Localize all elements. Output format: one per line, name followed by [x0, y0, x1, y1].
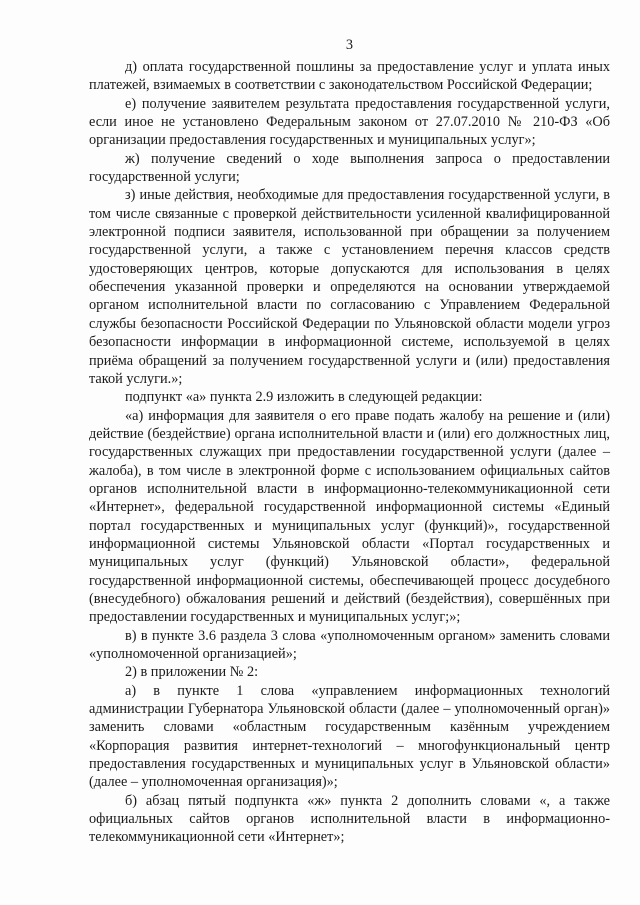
- paragraph-zh-request-status: ж) получение сведений о ходе выполнения запроса о предоставлении государственной услуги;: [89, 150, 610, 186]
- paragraph-z-other-actions: з) иные действия, необходимые для предоставления государственной услуги, в том числе связанные с проверкой действительности усиленной квалифицированной электронной подписи заявителя, использованной при обращении за получением государственной услуги, а также с установлением перечня классов средств удостоверяющих центров, которые допускаются для использования в целях обеспечения указанной проверки и определяются на основании утверждаемой органом исполнительной власти по согласованию с Управлением Федеральной службы безопасности Российской Федерации по Ульяновской области модели угроз безопасности информации в информационной системе, используемой в целях приёма обращений за получением государственной услуги и (или) предоставления такой услуги.»;: [89, 187, 610, 387]
- paragraph-complaint-info: «а) информация для заявителя о его праве подать жалобу на решение и (или) действие (бездействие) органа исполнительной власти и (или) его должностных лиц, государственных служащих при предоставлении государственной услуги (далее – жалоба), в том числе в электронной форме с использованием официальных сайтов органов исполнительной власти в информационно-телекоммуникационной сети «Интернет», федеральной государственной информационной системы «Единый портал государственных и муниципальных услуг (функций)», государственной информационной системы Ульяновской области «Портал государственных и муниципальных услуг (функций) Ульяновской области», федеральной государственной информационной системы, обеспечивающей процесс досудебного (внесудебного) обжалования решений и действий (бездействия), совершённых при предоставлении государственных и муниципальных услуг;»;: [89, 407, 610, 626]
- page-number: 3: [345, 37, 354, 53]
- paragraph-e-receiving-result: е) получение заявителем результата предоставления государственной услуги, если иное не установлено Федеральным законом от 27.07.2010 № 210-ФЗ «Об организации предоставления государственных и муниципальных услуг»;: [89, 95, 610, 149]
- paragraph-a-clause-1: а) в пункте 1 слова «управлением информационных технологий администрации Губернатора Ульяновской области (далее – уполномоченный орган)» заменить словами «областным государственным казённым учреждением «Корпорация развития интернет-технологий – многофункциональный центр предоставления государственных и муниципальных услуг в Ульяновской области» (далее – уполномоченная организация)»;: [89, 682, 610, 791]
- paragraph-v-clause-3-6: в) в пункте 3.6 раздела 3 слова «уполномоченным органом» заменить словами «уполномоченной организацией»;: [89, 627, 610, 662]
- paragraph-d-fee-payment: д) оплата государственной пошлины за предоставление услуг и уплата иных платежей, взимаемых в соответствии с законодательством Российской Федерации;: [89, 59, 610, 94]
- paragraph-b-fifth-abzac: б) абзац пятый подпункта «ж» пункта 2 дополнить словами «, а также официальных сайтов органов исполнительной власти в информационно-телекоммуникационной сети «Интернет»;: [89, 792, 610, 846]
- paragraph-subclause-a-2-9: подпункт «а» пункта 2.9 изложить в следующей редакции:: [125, 389, 483, 406]
- paragraph-appendix-2: 2) в приложении № 2:: [125, 664, 259, 681]
